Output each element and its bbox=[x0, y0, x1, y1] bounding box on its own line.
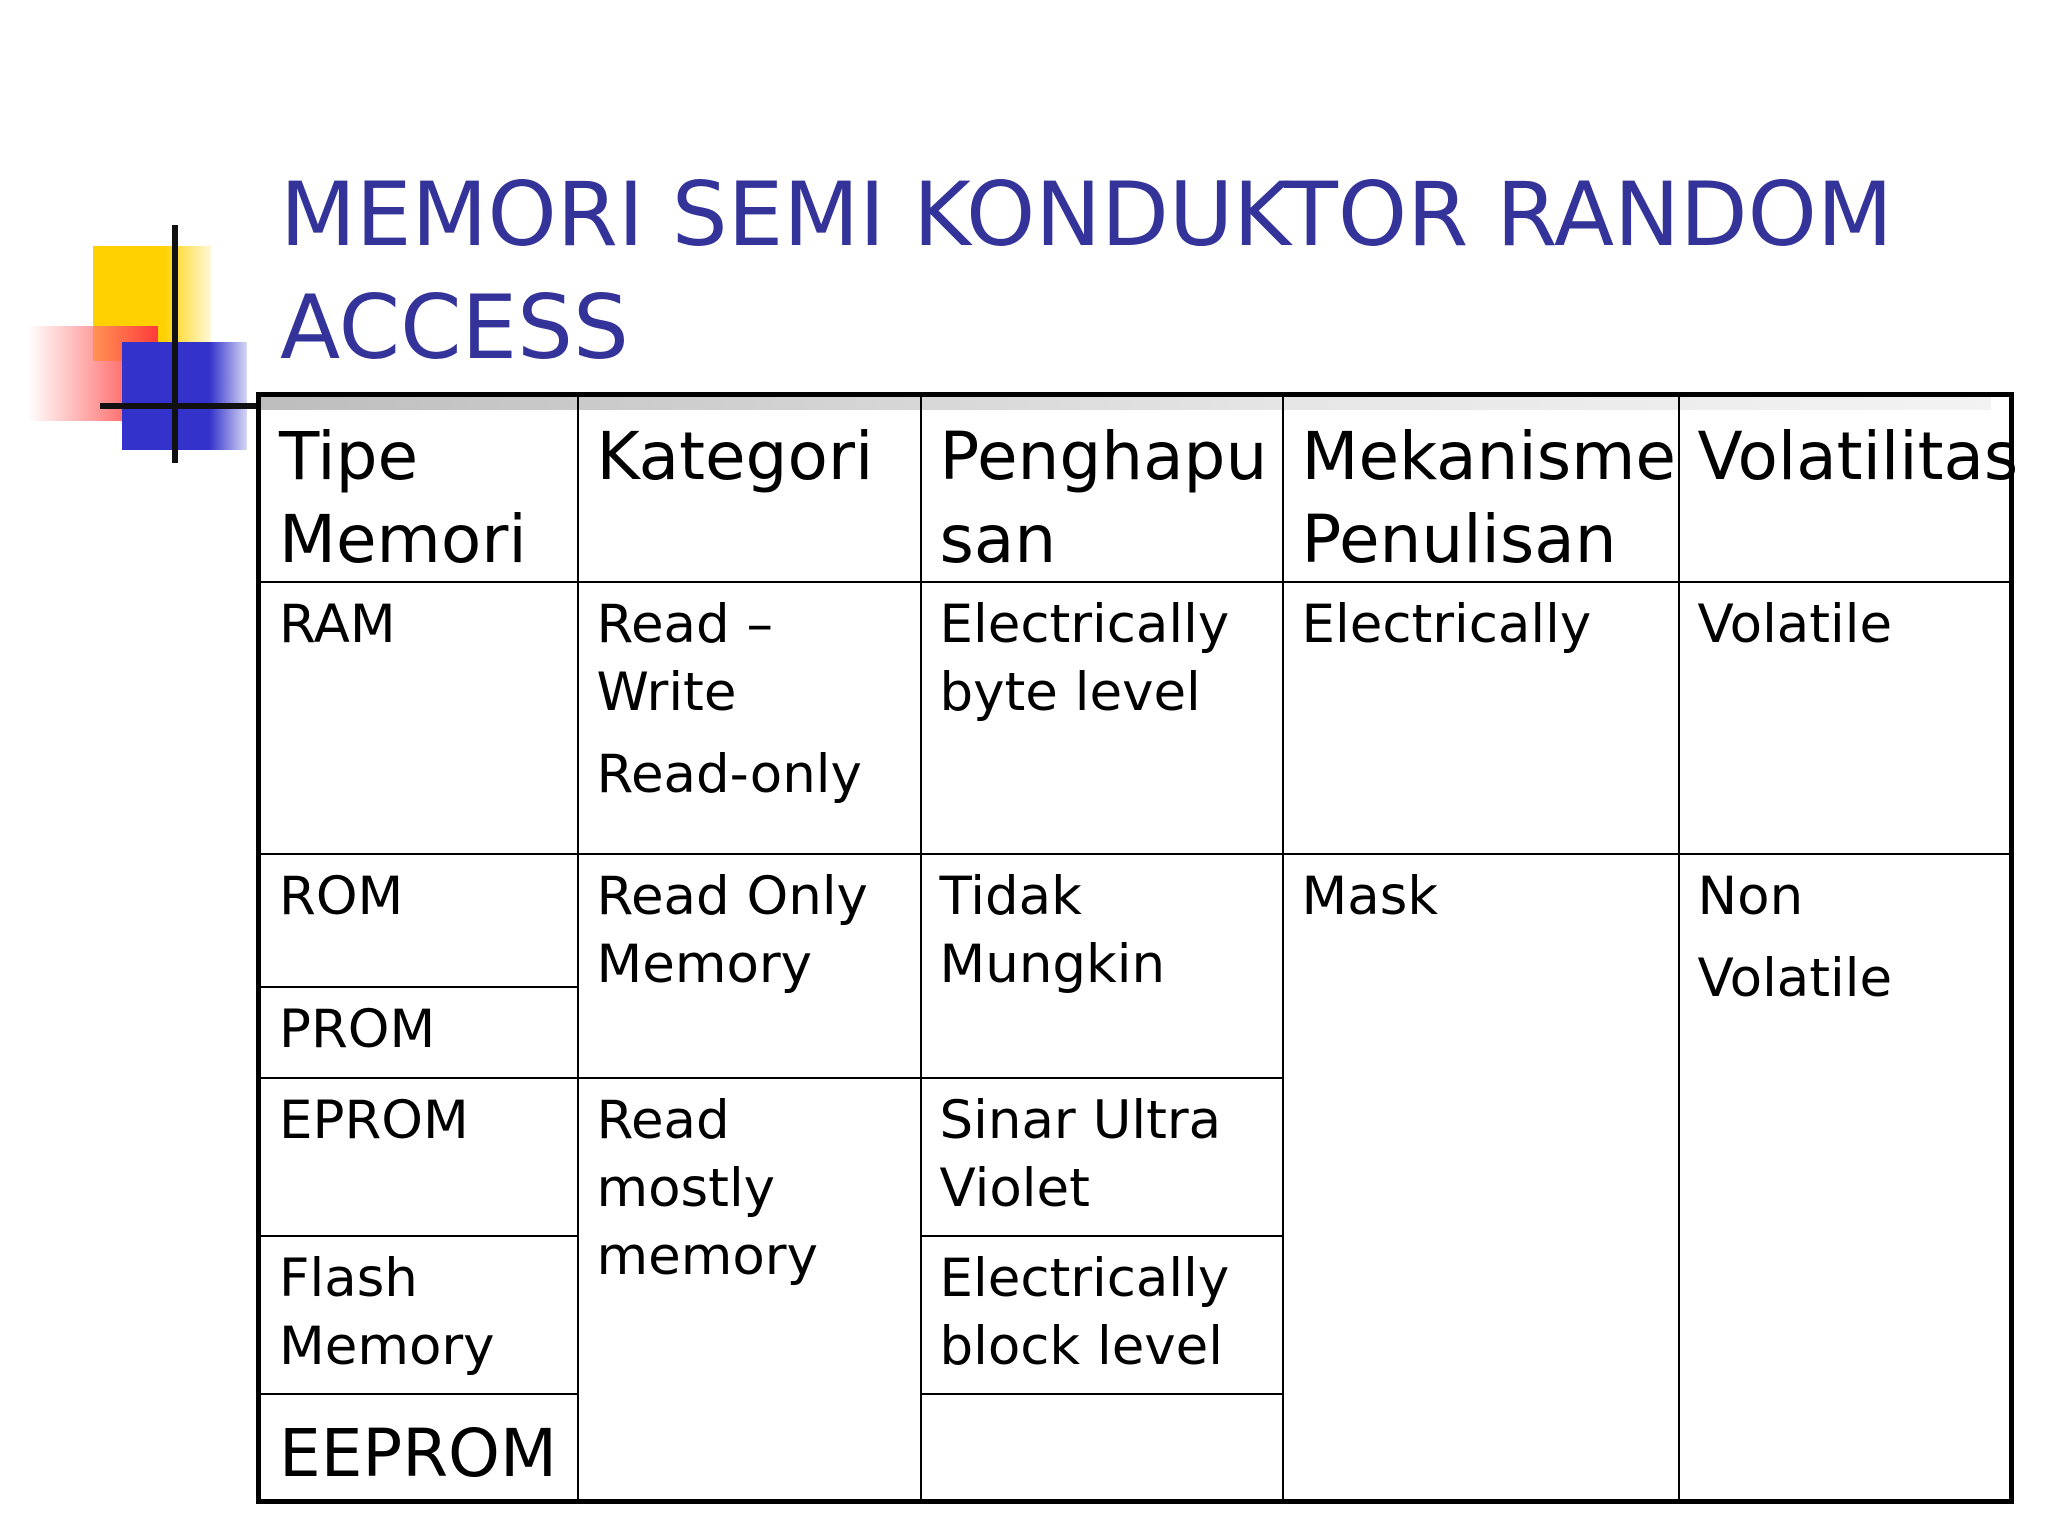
cell-kategori-ram: Read – Write Read-only bbox=[578, 582, 921, 854]
header-cell: Penghapu san bbox=[921, 395, 1283, 583]
slide-title-line-2: ACCESS bbox=[280, 276, 629, 379]
decorative-logo bbox=[0, 0, 300, 480]
table-row-ram bbox=[259, 582, 2012, 854]
table-row-rom bbox=[259, 854, 2012, 987]
header-cell: Kategori bbox=[578, 395, 921, 583]
slide-title-line-1: MEMORI SEMI KONDUKTOR RANDOM bbox=[280, 163, 1893, 266]
slide-title bbox=[280, 158, 2000, 384]
cell-kategori-rom: Read Only Memory bbox=[578, 854, 921, 1078]
cell-type-rom: ROM bbox=[259, 854, 578, 987]
cell-volatilitas-ram: Volatile bbox=[1679, 582, 2012, 854]
memory-table bbox=[256, 392, 2019, 1504]
cell-type-ram: RAM bbox=[259, 582, 578, 854]
cell-penghapusan-ram: Electrically byte level bbox=[921, 582, 1283, 854]
cell-penghapusan-eeprom bbox=[921, 1394, 1283, 1502]
cell-penghapusan-rom: Tidak Mungkin bbox=[921, 854, 1283, 1078]
logo-horizontal-line bbox=[100, 403, 280, 409]
logo-blue-square bbox=[122, 342, 247, 450]
cell-penghapusan-eprom: Sinar Ultra Violet bbox=[921, 1078, 1283, 1236]
cell-mekanisme-ram: Electrically bbox=[1283, 582, 1679, 854]
cell-type-eeprom: EEPROM bbox=[259, 1394, 578, 1502]
cell-type-prom: PROM bbox=[259, 987, 578, 1078]
header-cell: Mekanisme Penulisan bbox=[1283, 395, 1679, 583]
cell-type-flash: Flash Memory bbox=[259, 1236, 578, 1394]
cell-mekanisme-rom: Mask bbox=[1283, 854, 1679, 1502]
cell-type-eprom: EPROM bbox=[259, 1078, 578, 1236]
cell-penghapusan-flash: Electrically block level bbox=[921, 1236, 1283, 1394]
cell-kategori-eprom: Read mostly memory bbox=[578, 1078, 921, 1502]
header-cell: Tipe Memori bbox=[259, 395, 578, 583]
table-header-row bbox=[259, 395, 2012, 583]
header-cell: Volatilitas bbox=[1679, 395, 2012, 583]
cell-volatilitas-rom: Non Volatile bbox=[1679, 854, 2012, 1502]
logo-vertical-line bbox=[172, 225, 178, 463]
